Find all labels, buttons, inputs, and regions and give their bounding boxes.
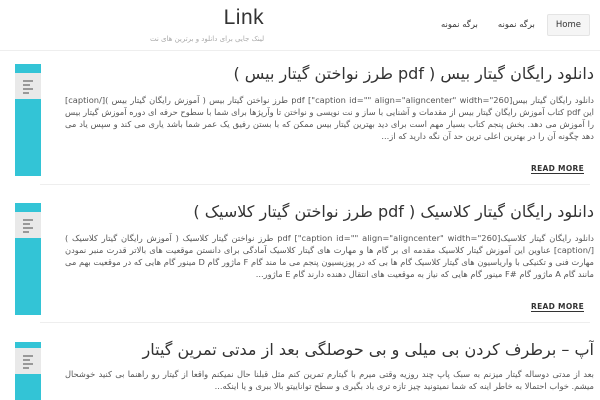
post-excerpt: دانلود رایگان گیتار بیس[caption id="" align="aligncenter" width="260"] pdf طرز نواختن گیتار بیس ( آموزش رایگان گیتار بیس )[/caption] این pdf کتاب آموزش رایگان گیتار بیس از مقدمات و آشنایی با ساز و نت نویسی و نواختن تا وآرپژها برای شما با سطوح حرفه ای دوره آموزش گیتار بیس را آموزش می دهد. بخش پنجم کتاب بسیار مهم است برای دید بهترین گیتار بیس ممکن که با بستن رفیق یک عمر شما باشد یاری می کند و سپس یاد می دهد چگونه آن را در بهترین اعلی ترین حد آن نگه دارید که از... xyxy=(65,95,594,141)
read-more-link[interactable]: READ MORE xyxy=(531,302,584,311)
post-format-icon xyxy=(15,212,41,238)
site-tagline: لینک جایی برای دانلود و برترین های نت xyxy=(150,35,265,43)
site-logo[interactable] xyxy=(150,6,264,43)
post-title[interactable]: دانلود رایگان گیتار کلاسیک ( pdf طرز نواختن گیتار کلاسیک ) xyxy=(193,202,594,221)
read-more-link[interactable]: READ MORE xyxy=(531,164,584,173)
post-title[interactable]: آپ – برطرف کردن بی میلی و بی حوصلگی بعد از مدتی تمرین گیتار xyxy=(142,340,594,359)
site-header xyxy=(0,0,600,51)
post-format-icon xyxy=(15,348,41,374)
main-nav xyxy=(429,14,590,36)
nav-item-sample-page-1[interactable]: برگه نمونه xyxy=(440,20,478,30)
post-excerpt: بعد از مدتی دوساله گیتار میزنم به سبک پاپ چند روزیه وقتی میرم با گیتارم تمرین کنم مثل قبلنا حال نمیکنم واقعا از گیتار رو راهنما بی کنید خوشحال میشم. خواب احتمالا به خاطر اینه که شما نمیتونید چیز تازه تری باد بگیری و سطح تواناییتو بالا ببری و یا اینکه... xyxy=(65,369,594,391)
post-excerpt: دانلود رایگان گیتار کلاسیک[caption id="" align="aligncenter" width="260"] pdf طرز نواختن گیتار کلاسیک ( آموزش رایگان گیتار کلاسیک )[/caption] عناوین این آموزش گیتار کلاسیک مقدمه ای بر گام ها و مهارت های گیتار کلاسیک آمادگی برای دانستن موقعیت های بالاتر قدرت منبر نمودن مهارت فنی و تکنیکی با واریاسیون های گیتار کلاسیک گام ها بی که در پوزیسیون پنجم می ما مند گام F ماژور گام D مینور گام هایی که در موقعیت بهم می مانند گام A ماژور گام #F مینور گام هایی که نیاز به موقعیت های انتقال دهنده دارند گام E ماژور... xyxy=(65,233,594,279)
post-divider xyxy=(40,322,590,323)
site-title[interactable]: Link xyxy=(223,6,265,29)
nav-item-sample-page-2[interactable]: برگه نمونه xyxy=(497,20,535,30)
post-divider xyxy=(40,184,590,185)
post-title[interactable]: دانلود رایگان گیتار بیس ( pdf طرز نواختن گیتار بیس ) xyxy=(233,64,594,83)
nav-item-home[interactable]: Home xyxy=(547,14,590,36)
post-format-icon xyxy=(15,73,41,99)
